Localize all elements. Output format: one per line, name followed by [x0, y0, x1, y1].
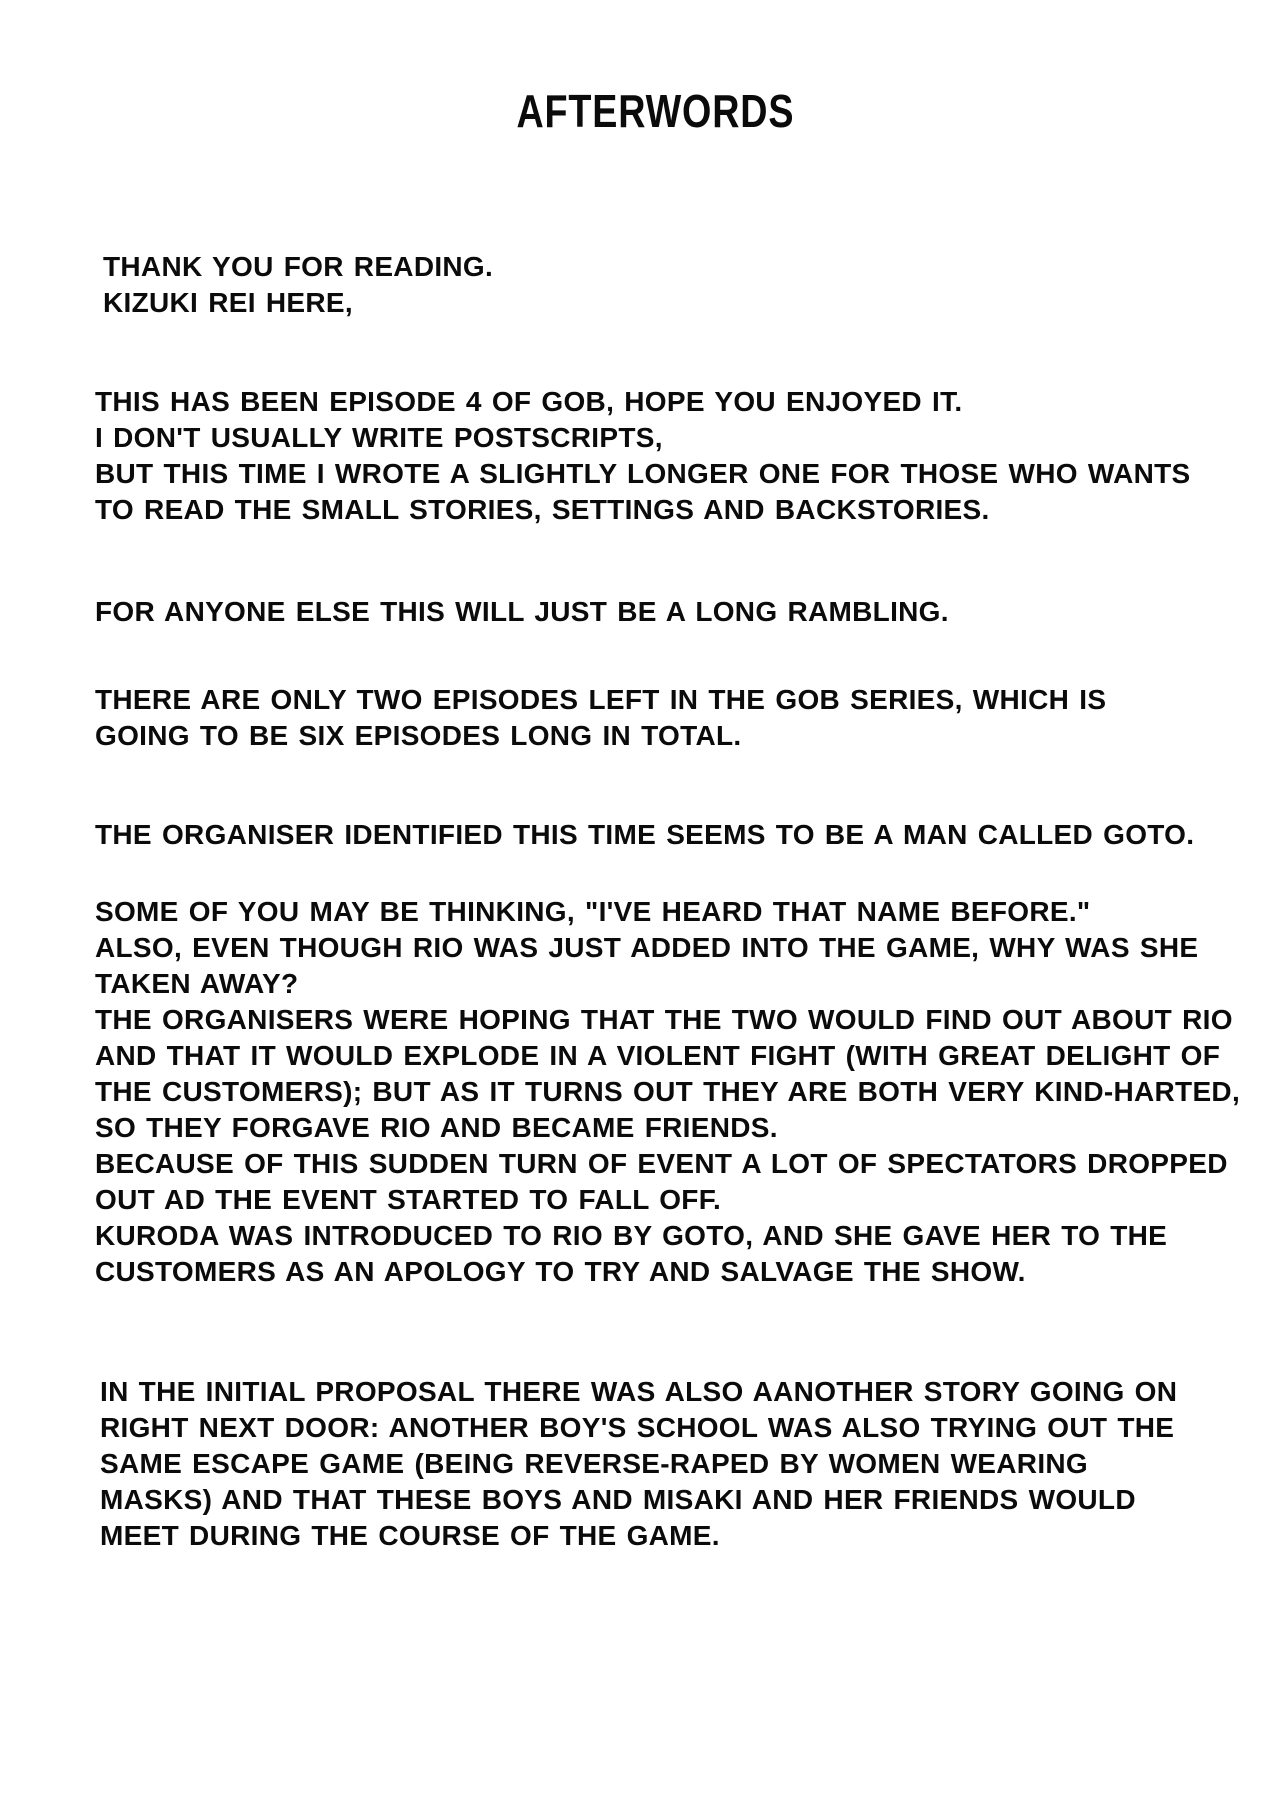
text-line: GOING TO BE SIX EPISODES LONG IN TOTAL.	[95, 720, 742, 751]
page-title-text: AFTERWORDS	[516, 85, 794, 137]
paragraph-initial-proposal	[100, 1374, 1240, 1554]
text-line: TAKEN AWAY?	[95, 968, 299, 999]
text-line: MEET DURING THE COURSE OF THE GAME.	[100, 1520, 720, 1551]
text-line: SOME OF YOU MAY BE THINKING, "I'VE HEARD THAT NAME BEFORE."	[95, 896, 1091, 927]
text-line: THIS HAS BEEN EPISODE 4 OF GOB, HOPE YOU ENJOYED IT.	[95, 386, 963, 417]
text-line: TO READ THE SMALL STORIES, SETTINGS AND BACKSTORIES.	[95, 494, 990, 525]
text-line: THE CUSTOMERS); BUT AS IT TURNS OUT THEY ARE BOTH VERY KIND-HARTED,	[95, 1076, 1241, 1107]
text-line: FOR ANYONE ELSE THIS WILL JUST BE A LONG RAMBLING.	[95, 596, 949, 627]
text-line: I DON'T USUALLY WRITE POSTSCRIPTS,	[95, 422, 663, 453]
text-line: ALSO, EVEN THOUGH RIO WAS JUST ADDED INTO THE GAME, WHY WAS SHE	[95, 932, 1199, 963]
text-line: CUSTOMERS AS AN APOLOGY TO TRY AND SALVAGE THE SHOW.	[95, 1256, 1026, 1287]
text-line: KIZUKI REI HERE,	[103, 287, 353, 318]
text-line: AND THAT IT WOULD EXPLODE IN A VIOLENT FIGHT (WITH GREAT DELIGHT OF	[95, 1040, 1221, 1071]
text-line: THE ORGANISERS WERE HOPING THAT THE TWO WOULD FIND OUT ABOUT RIO	[95, 1004, 1233, 1035]
text-line: RIGHT NEXT DOOR: ANOTHER BOY'S SCHOOL WAS ALSO TRYING OUT THE	[100, 1412, 1175, 1443]
text-line: THERE ARE ONLY TWO EPISODES LEFT IN THE GOB SERIES, WHICH IS	[95, 684, 1107, 715]
text-line: THE ORGANISER IDENTIFIED THIS TIME SEEMS TO BE A MAN CALLED GOTO.	[95, 819, 1195, 850]
page-title	[0, 84, 1280, 138]
text-line: BECAUSE OF THIS SUDDEN TURN OF EVENT A LOT OF SPECTATORS DROPPED	[95, 1148, 1228, 1179]
text-line: KURODA WAS INTRODUCED TO RIO BY GOTO, AND SHE GAVE HER TO THE	[95, 1220, 1168, 1251]
paragraph-rambling-note	[95, 594, 1235, 630]
text-line: OUT AD THE EVENT STARTED TO FALL OFF.	[95, 1184, 722, 1215]
paragraph-organiser	[95, 817, 1235, 853]
text-line: MASKS) AND THAT THESE BOYS AND MISAKI AND HER FRIENDS WOULD	[100, 1484, 1136, 1515]
text-line: IN THE INITIAL PROPOSAL THERE WAS ALSO AANOTHER STORY GOING ON	[100, 1376, 1178, 1407]
text-line: THANK YOU FOR READING.	[103, 251, 494, 282]
paragraph-episodes-left	[95, 682, 1235, 754]
paragraph-episode-intro	[95, 384, 1235, 528]
paragraph-story-details	[95, 894, 1241, 1290]
text-line: SAME ESCAPE GAME (BEING REVERSE-RAPED BY WOMEN WEARING	[100, 1448, 1088, 1479]
text-line: BUT THIS TIME I WROTE A SLIGHTLY LONGER ONE FOR THOSE WHO WANTS	[95, 458, 1191, 489]
paragraph-greeting	[103, 249, 1243, 321]
text-line: SO THEY FORGAVE RIO AND BECAME FRIENDS.	[95, 1112, 778, 1143]
